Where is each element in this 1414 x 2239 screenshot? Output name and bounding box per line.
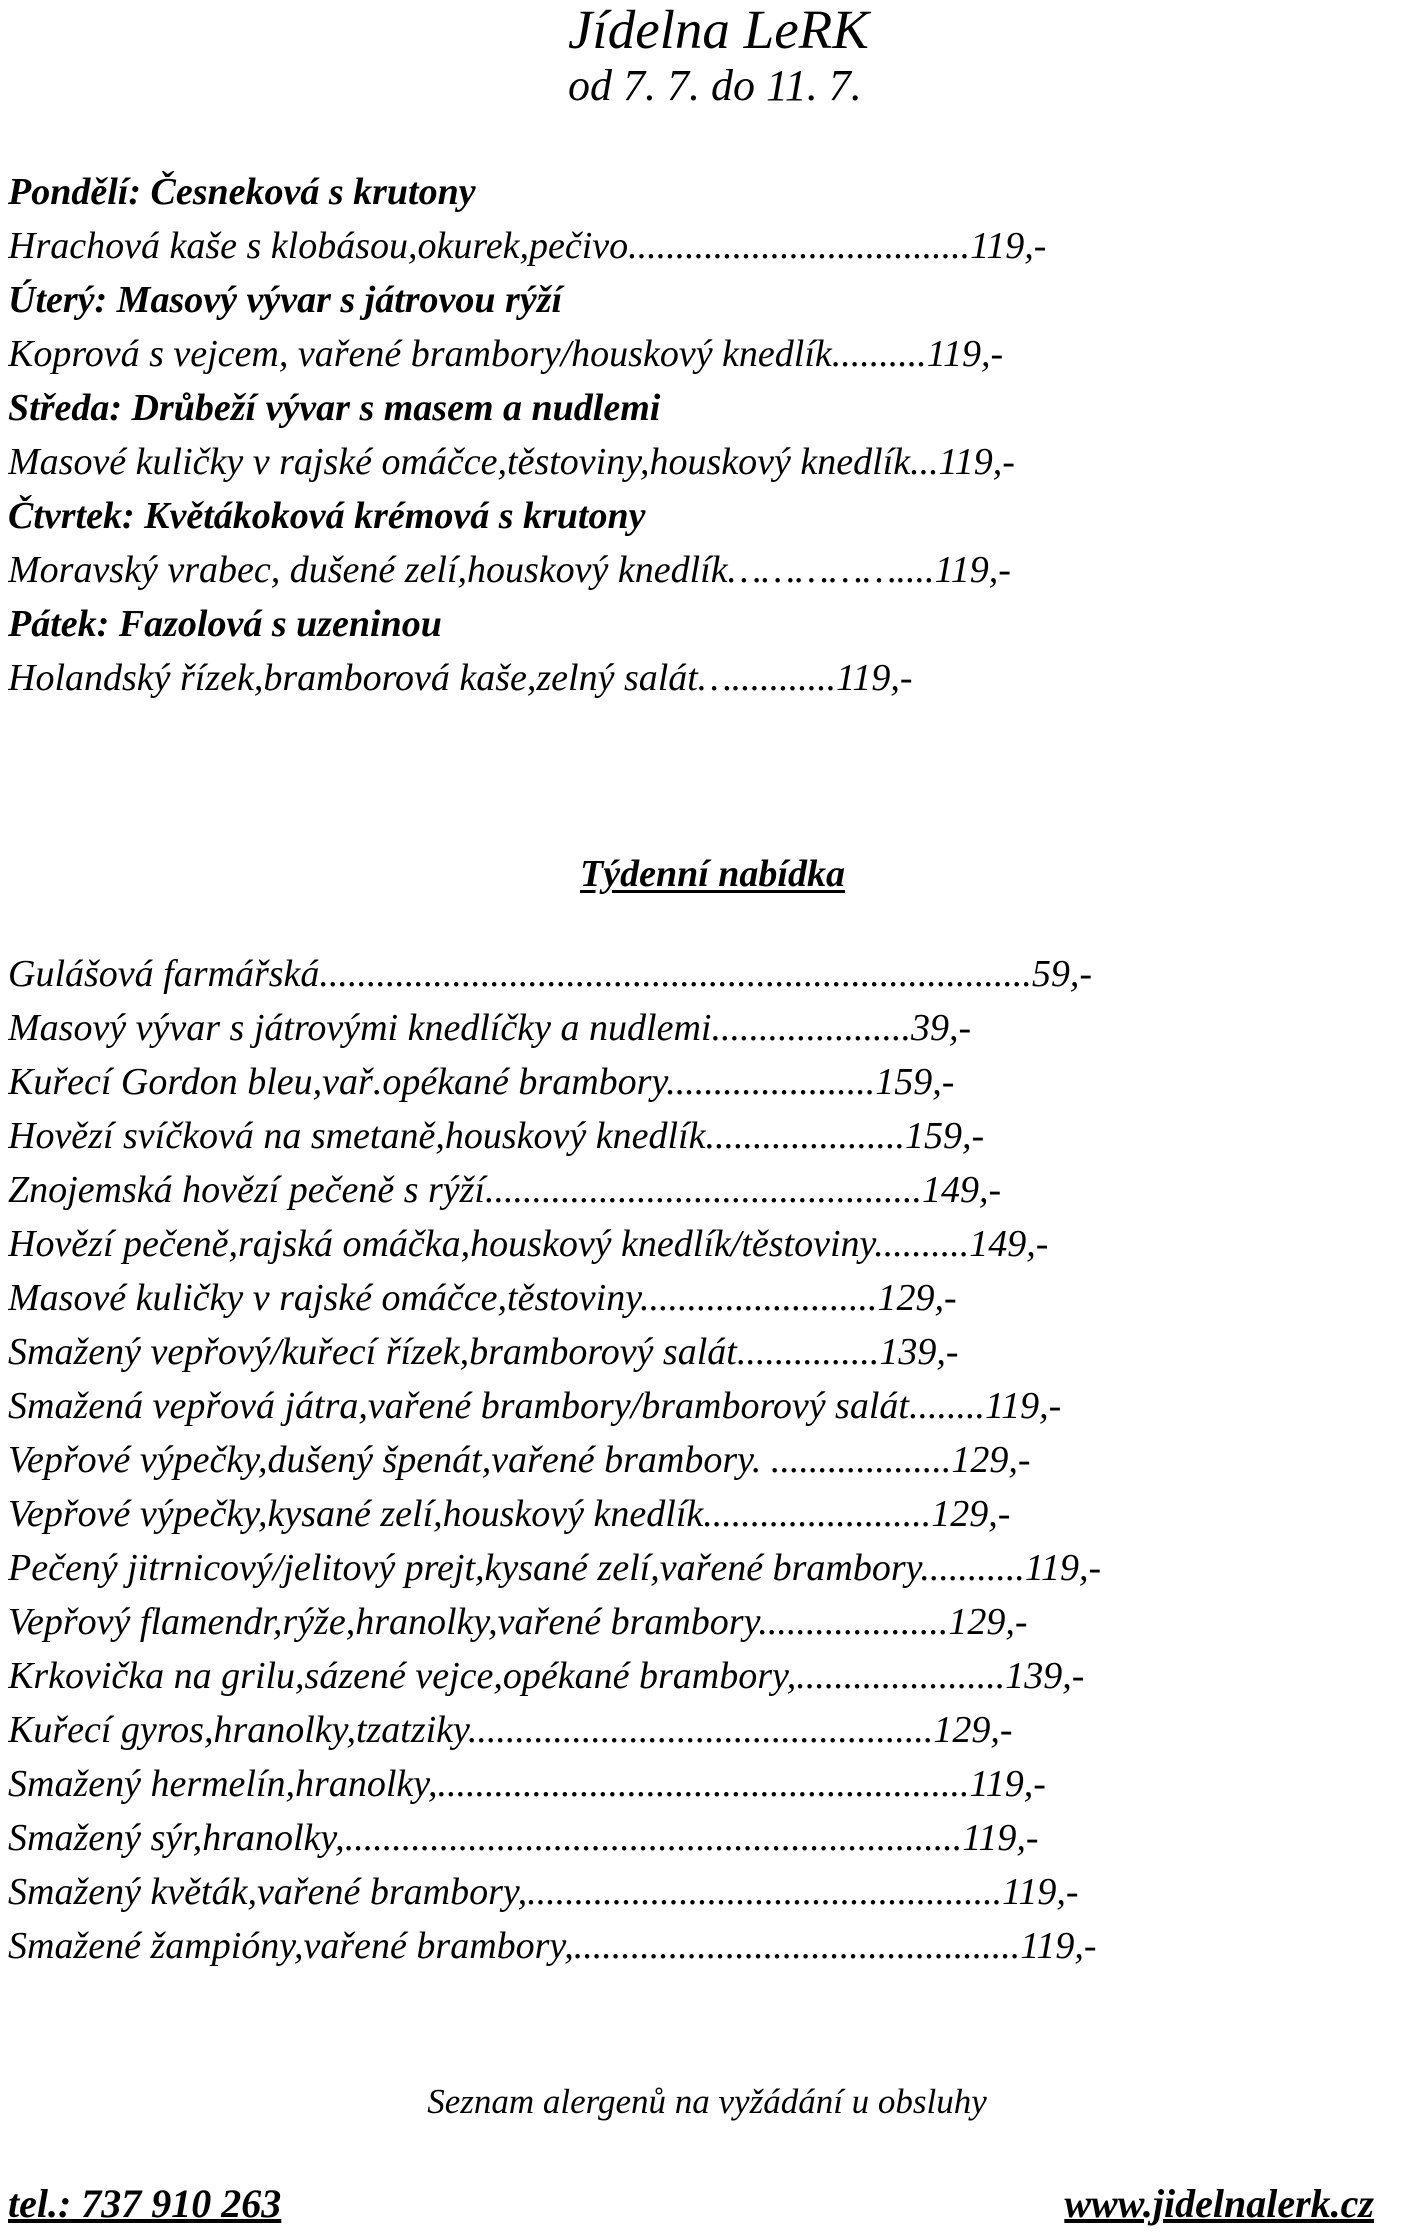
website-link[interactable]: www.jidelnalerk.cz — [1064, 2181, 1374, 2226]
weekly-item: Masový vývar s játrovými knedlíčky a nudlemi.....................39,- — [8, 1007, 972, 1049]
phone-number: tel.: 737 910 263 — [8, 2181, 282, 2226]
weekly-item: Kuřecí Gordon bleu,vař.opékané brambory......................159,- — [8, 1061, 955, 1103]
weekly-item: Kuřecí gyros,hranolky,tzatziky.................................................129,- — [8, 1709, 1013, 1751]
weekly-item: Vepřové výpečky,kysané zelí,houskový knedlík........................129,- — [8, 1493, 1011, 1535]
weekly-item: Vepřové výpečky,dušený špenát,vařené brambory. ...................129,- — [8, 1439, 1031, 1481]
day-dish-tuesday: Koprová s vejcem, vařené brambory/houskový knedlík..........119,- — [8, 333, 1004, 375]
weekly-item: Gulášová farmářská...........................................................................59,- — [8, 953, 1093, 995]
weekly-item: Smažená vepřová játra,vařené brambory/bramborový salát........119,- — [8, 1385, 1062, 1427]
weekly-item: Smažený vepřový/kuřecí řízek,bramborový salát...............139,- — [8, 1331, 959, 1373]
weekly-item: Krkovička na grilu,sázené vejce,opékané brambory,......................139,- — [8, 1655, 1085, 1697]
weekly-item: Smažené žampióny,vařené brambory,...............................................119,- — [8, 1925, 1097, 1967]
weekly-item: Pečený jitrnicový/jelitový prejt,kysané zelí,vařené brambory...........119,- — [8, 1547, 1102, 1589]
allergens-note: Seznam alergenů na vyžádání u obsluhy — [427, 2082, 987, 2121]
weekly-item: Masové kuličky v rajské omáčce,těstoviny.........................129,- — [8, 1277, 957, 1319]
weekly-item: Smažený květák,vařené brambory,..................................................119,- — [8, 1871, 1079, 1913]
weekly-item: Hovězí svíčková na smetaně,houskový knedlík.....................159,- — [8, 1115, 985, 1157]
day-dish-monday: Hrachová kaše s klobásou,okurek,pečivo....................................119,- — [8, 225, 1047, 267]
menu-header — [568, 0, 869, 112]
restaurant-title: Jídelna LeRK — [568, 0, 869, 60]
day-dish-thursday: Moravský vrabec, dušené zelí,houskový knedlík……………....119,- — [8, 549, 1011, 591]
day-dish-wednesday: Masové kuličky v rajské omáčce,těstoviny,houskový knedlík...119,- — [8, 441, 1015, 483]
weekly-item: Hovězí pečeně,rajská omáčka,houskový knedlík/těstoviny..........149,- — [8, 1223, 1049, 1265]
weekly-item: Smažený sýr,hranolky,.................................................................119,- — [8, 1817, 1039, 1859]
day-soup-tuesday: Úterý: Masový vývar s játrovou rýží — [8, 279, 563, 321]
day-soup-monday: Pondělí: Česneková s krutony — [8, 171, 476, 213]
day-soup-friday: Pátek: Fazolová s uzeninou — [8, 603, 442, 645]
date-range: od 7. 7. do 11. 7. — [568, 61, 862, 110]
day-soup-wednesday: Středa: Drůbeží vývar s masem a nudlemi — [8, 387, 661, 429]
weekly-item: Vepřový flamendr,rýže,hranolky,vařené brambory....................129,- — [8, 1601, 1028, 1643]
day-soup-thursday: Čtvrtek: Květákoková krémová s krutony — [8, 495, 646, 537]
weekly-item: Smažený hermelín,hranolky,........................................................119,- — [8, 1763, 1046, 1805]
day-dish-friday: Holandský řízek,bramborová kaše,zelný salát…...........119,- — [8, 657, 913, 699]
weekly-offer-title: Týdenní nabídka — [580, 853, 845, 895]
weekly-item: Znojemská hovězí pečeně s rýží..............................................149,- — [8, 1169, 1002, 1211]
